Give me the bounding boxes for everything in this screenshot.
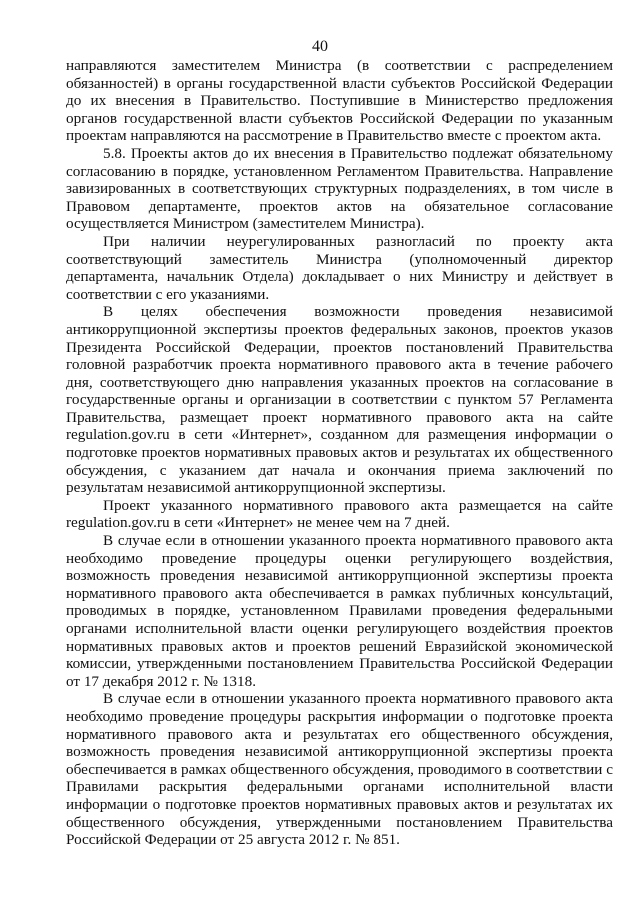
paragraph-regulatory-impact: В случае если в отношении указанного проекта нормативного правового акта необходимо проведение процедуры оценки регулирующего воздействия, возможность проведения независимой антикоррупционной экспертизы проекта нормативного правового акта обеспечивается в рамках публичных консультаций, проводимых в порядке, установленном Правилами проведения федеральными органами исполнительной власти оценки регулирующего воздействия проектов нормативных правовых актов и проектов решений Евразийской экономической комиссии, утвержденными постановлением Правительства Российской Федерации от 17 декабря 2012 г. № 1318. xyxy=(66,532,613,690)
paragraph-anticorruption-expertise: В целях обеспечения возможности проведения независимой антикоррупционной экспертизы проектов федеральных законов, проектов указов Президента Российской Федерации, проектов постановлений Правительства головной разработчик проекта нормативного правового акта в течение рабочего дня, соответствующего дню направления указанных проектов на согласование в государственные органы и организации в соответствии с пунктом 57 Регламента Правительства, размещает проект нормативного правового акта на сайте regulation.gov.ru в сети «Интернет», созданном для размещения информации о подготовке проектов нормативных правовых актов и результатах их общественного обсуждения, с указанием дат начала и окончания приема заключений по результатам независимой антикоррупционной экспертизы. xyxy=(66,303,613,497)
paragraph-posting-period: Проект указанного нормативного правового акта размещается на сайте regulation.gov.ru в сети «Интернет» не менее чем на 7 дней. xyxy=(66,496,613,532)
paragraph-disagreements: При наличии неурегулированных разногласий по проекту акта соответствующий заместитель Министра (уполномоченный директор департамента, начальник Отдела) докладывает о них Министру и действует в соответствии с его указаниями. xyxy=(66,232,613,303)
paragraph-public-discussion: В случае если в отношении указанного проекта нормативного правового акта необходимо проведение процедуры раскрытия информации о подготовке проекта нормативного правового акта и результатах его общественного обсуждения, возможность проведения независимой антикоррупционной экспертизы проекта обеспечивается в рамках общественного обсуждения, проводимого в соответствии с Правилами раскрытия федеральными органами исполнительной власти информации о подготовке проектов нормативных правовых актов и результатах их общественного обсуждения, утвержденными постановлением Правительства Российской Федерации от 25 августа 2012 г. № 851. xyxy=(66,690,613,849)
paragraph-continuation: направляются заместителем Министра (в соответствии с распределением обязанностей) в органы государственной власти субъектов Российской Федерации до их внесения в Правительство. Поступившие в Министерство предложения органов государственной власти субъектов Российской Федерации по указанным проектам направляются на рассмотрение в Правительство вместе с проектом акта. xyxy=(66,57,613,145)
document-body xyxy=(66,57,613,849)
paragraph-5-8: 5.8. Проекты актов до их внесения в Правительство подлежат обязательному согласованию в порядке, установленном Регламентом Правительства. Направление завизированных в соответствующих структурных подразделениях, в том числе в Правовом департаменте, проектов актов на обязательное согласование осуществляется Министром (заместителем Министра). xyxy=(66,144,613,233)
page-number: 40 xyxy=(312,38,328,55)
